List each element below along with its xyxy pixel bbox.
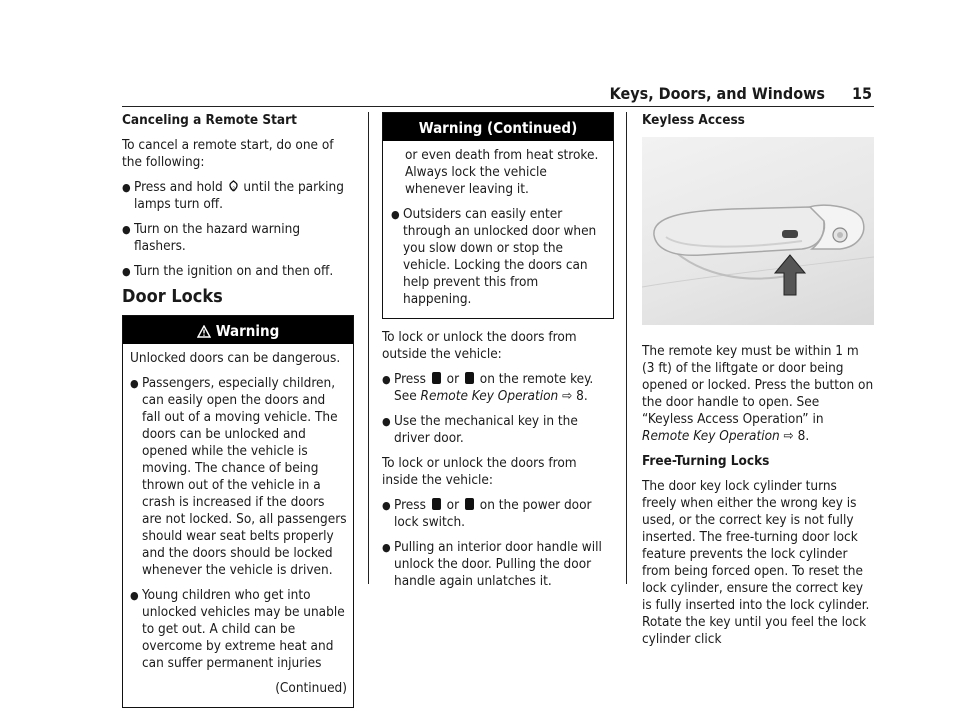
paragraph: To lock or unlock the doors from outside the vehicle:	[382, 329, 577, 362]
column-divider-1	[368, 112, 369, 584]
warning-header: Warning (Continued)	[383, 113, 613, 141]
bullet-icon: ●	[382, 373, 391, 386]
cross-reference-link[interactable]: Remote Key Operation	[420, 388, 559, 404]
warning-box-continued	[382, 112, 614, 319]
heading-free-turning-locks: Free-Turning Locks	[642, 453, 770, 469]
handle-button-icon	[782, 230, 798, 238]
column-divider-2	[626, 112, 627, 584]
list-item: ● Pulling an interior door handle will unlock the door. Pulling the door handle again unlatches it.	[382, 539, 602, 589]
door-handle-illustration	[642, 137, 874, 325]
heading-keyless-access: Keyless Access	[642, 112, 745, 128]
list-item: ● Press or on the remote key. See Remote Key Operation ⇨ 8.	[382, 371, 594, 404]
paragraph: The door key lock cylinder turns freely when either the wrong key is used, or the correct key is not fully inserted. The free-turning door lock feature prevents the lock cylinder from being forced open. To reset the lock cylinder, ensure the correct key is fully inserted into the lock cylinder. Rotate the key until you feel the lock cylinder click	[642, 478, 870, 647]
bullet-icon: ●	[122, 223, 131, 236]
column-2	[382, 112, 614, 598]
heading-canceling-remote-start: Canceling a Remote Start	[122, 112, 297, 128]
paragraph: To cancel a remote start, do one of the following:	[122, 137, 334, 170]
warning-header: Warning	[123, 316, 353, 344]
unlock-icon	[465, 372, 474, 384]
svg-text:x2: x2	[230, 186, 235, 191]
bullet-icon: ●	[122, 265, 131, 278]
warning-lead: or even death from heat stroke. Always lock the vehicle whenever leaving it.	[405, 147, 599, 197]
section-title: Keys, Doors, and Windows	[609, 84, 825, 103]
running-header	[610, 84, 872, 103]
paragraph: The remote key must be within 1 m (3 ft) of the liftgate or door being opened or locked. Press the button on the door handle to open. See “Keyless Access Operation” in Remote Key Operation ⇨ 8.	[642, 343, 874, 444]
column-3	[642, 112, 874, 656]
door-handle-image	[642, 137, 874, 325]
remote-start-icon	[227, 180, 240, 193]
bullet-icon: ●	[122, 181, 131, 194]
list-item: ● Press or on the power door lock switch.	[382, 497, 592, 530]
continued-label: (Continued)	[275, 680, 347, 696]
heading-door-locks: Door Locks	[122, 286, 223, 307]
bullet-icon: ●	[382, 415, 391, 428]
page-number: 15	[851, 84, 872, 103]
list-item: ● Outsiders can easily enter through an unlocked door when you slow down or stop the vehicle. Locking the doors can help prevent this from happening.	[391, 206, 597, 307]
list-item: ● Passengers, especially children, can easily open the doors and fall out of a moving vehicle. The doors can be unlocked and opened while the vehicle is moving. The chance of being thrown out of the vehicle in a crash is increased if the doors are not locked. So, all passengers should wear seat belts properly and the doors should be locked whenever the vehicle is driven.	[130, 375, 347, 578]
warning-triangle-icon	[197, 325, 211, 338]
column-1	[122, 112, 354, 718]
list-item: ● Press and hold x2 until the parking lamps turn off.	[122, 179, 344, 212]
warning-box	[122, 315, 354, 708]
lock-icon	[432, 498, 441, 510]
list-item: ● Use the mechanical key in the driver door.	[382, 413, 578, 446]
bullet-icon: ●	[130, 377, 139, 390]
list-item: ● Turn the ignition on and then off.	[122, 263, 334, 279]
bullet-icon: ●	[391, 208, 400, 221]
unlock-icon	[465, 498, 474, 510]
lock-icon	[432, 372, 441, 384]
bullet-icon: ●	[382, 541, 391, 554]
cross-reference-link[interactable]: Remote Key Operation	[642, 428, 780, 444]
list-item: ● Young children who get into unlocked vehicles may be unable to get out. A child can be overcome by extreme heat and can suffer permanent injuries	[130, 587, 345, 671]
header-rule	[122, 106, 874, 107]
bullet-icon: ●	[382, 499, 391, 512]
bullet-icon: ●	[130, 589, 139, 602]
paragraph: To lock or unlock the doors from inside the vehicle:	[382, 455, 577, 488]
list-item: ● Turn on the hazard warning flashers.	[122, 221, 301, 254]
warning-lead: Unlocked doors can be dangerous.	[130, 350, 341, 366]
arrow-up-icon	[775, 255, 805, 295]
